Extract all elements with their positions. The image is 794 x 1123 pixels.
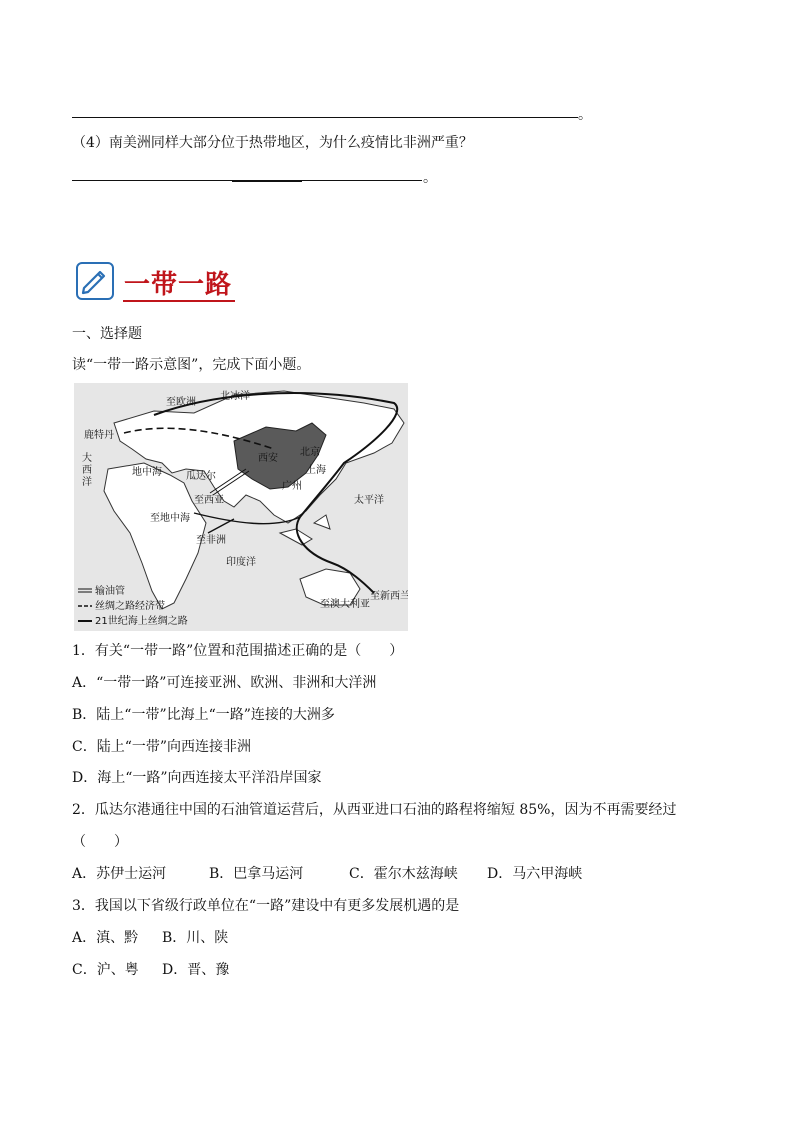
legend-label-oil-pipeline: 输油管 [95,586,125,597]
part-heading: 一、选择题 [72,326,142,342]
answer-end-mark: 。 [578,107,592,123]
question-1-option-a[interactable]: A．“一带一路”可连接亚洲、欧洲、非洲和大洋洲 [72,675,377,691]
question-2-option-d[interactable]: D．马六甲海峡 [487,866,583,882]
map-label-guangzhou: 广州 [282,481,302,492]
answer-blank-line[interactable] [72,180,232,181]
map-label-to-mediterranean: 至地中海 [150,513,190,524]
question-2-option-b[interactable]: B．巴拿马运河 [209,866,304,882]
question-1-option-d[interactable]: D．海上“一路”向西连接太平洋沿岸国家 [72,770,322,786]
question-2-stem-continued: （ ） [72,834,128,850]
map-label-shanghai: 上海 [306,465,326,476]
legend-label-maritime-silk-road: 21世纪海上丝绸之路 [95,616,188,627]
answer-end-mark: 。 [423,170,437,186]
map-label-rotterdam: 鹿特丹 [84,430,114,441]
map-label-gwadar: 瓜达尔 [186,471,216,482]
question-2-stem: 2．瓜达尔港通往中国的石油管道运营后，从西亚进口石油的路程将缩短 85%，因为不再需要经过 [72,802,677,818]
section-title-underline [123,300,235,302]
map-label-atlantic: 西 [82,465,92,476]
question-1-stem: 1．有关“一带一路”位置和范围描述正确的是（ ） [72,643,404,659]
question-2-option-c[interactable]: C．霍尔木兹海峡 [349,866,458,882]
instruction-text: 读“一带一路示意图”，完成下面小题。 [72,357,311,373]
map-label-to-africa: 至非洲 [196,535,226,546]
question-3-option-a[interactable]: A．滇、黔 [72,930,139,946]
map-label-xian: 西安 [258,453,278,464]
question-1-option-c[interactable]: C．陆上“一带”向西连接非洲 [72,739,252,755]
map-label-atlantic: 大 [82,453,92,464]
section-title: 一带一路 [124,270,233,300]
legend-label-silk-road-belt: 丝绸之路经济带 [95,601,165,612]
edit-pencil-icon [76,262,114,300]
map-label-to-australia: 至澳大利亚 [320,599,370,610]
question-4-text: （4）南美洲同样大部分位于热带地区，为什么疫情比非洲严重？ [72,135,473,151]
map-label-to-west-asia: 至西亚 [194,495,224,506]
map-label-mediterranean: 地中海 [132,467,162,478]
question-3-stem: 3．我国以下省级行政单位在“一路”建设中有更多发展机遇的是 [72,898,460,914]
answer-blank-line[interactable] [72,117,578,118]
map-label-beijing: 北京 [300,447,320,458]
map-label-pacific: 太平洋 [354,495,384,506]
answer-blank-line[interactable] [302,180,422,181]
map-label-to-europe: 至欧洲 [166,397,196,408]
map-label-atlantic: 洋 [82,477,92,488]
question-1-option-b[interactable]: B．陆上“一带”比海上“一路”连接的大洲多 [72,707,335,723]
map-label-arctic: 北冰洋 [220,391,250,402]
question-3-option-d[interactable]: D．晋、豫 [162,962,230,978]
map-label-indian-ocean: 印度洋 [226,557,256,568]
question-2-option-a[interactable]: A．苏伊士运河 [72,866,167,882]
question-3-option-b[interactable]: B．川、陕 [162,930,229,946]
map-label-to-new-zealand: 至新西兰 [370,591,408,602]
answer-blank-line[interactable] [232,180,302,182]
question-3-option-c[interactable]: C．沪、粤 [72,962,139,978]
belt-and-road-map [74,383,408,631]
